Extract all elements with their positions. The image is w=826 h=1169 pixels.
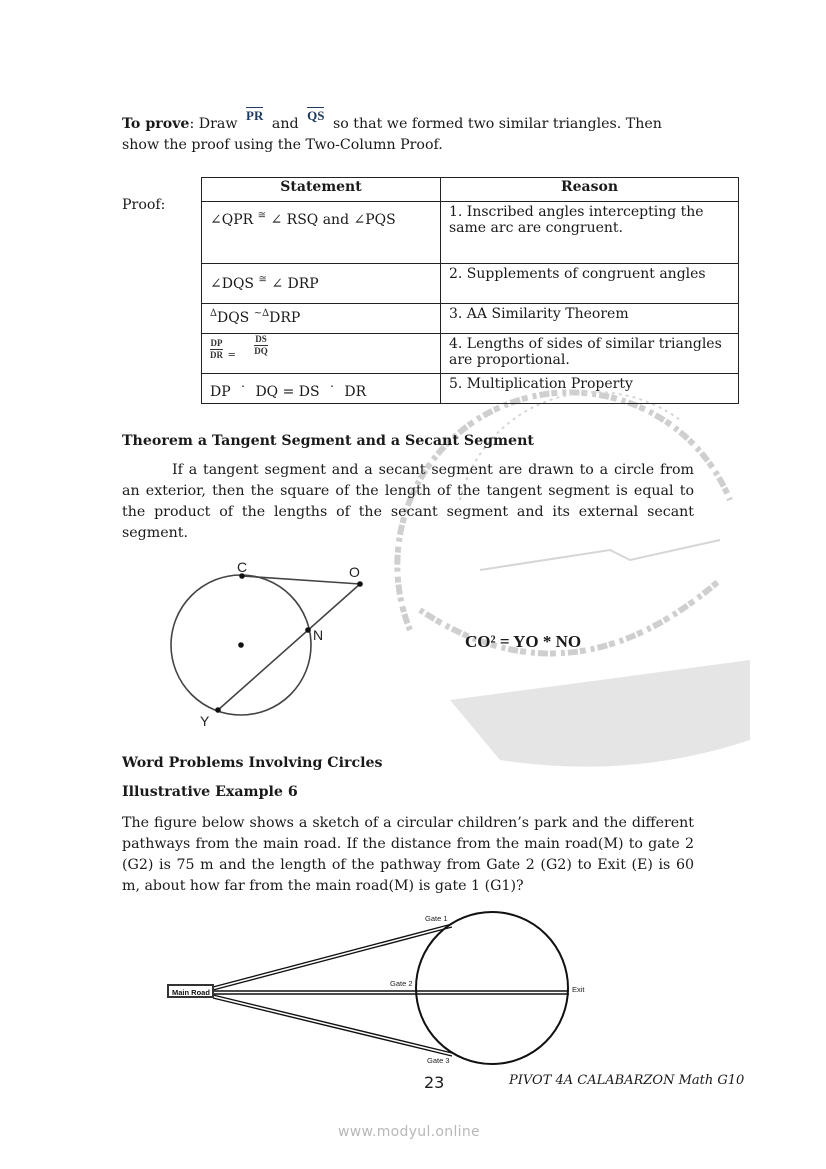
congruent-icon: ≅ (257, 210, 267, 221)
point-y (215, 707, 221, 713)
statement-cell (202, 202, 441, 264)
reason-cell: 2. Supplements of congruent angles (441, 264, 739, 304)
label-gate-2: Gate 2 (390, 979, 413, 988)
tangent-segment (242, 576, 360, 584)
statement-part: ∠ RSQ and ∠PQS (270, 212, 396, 228)
reason-cell: 3. AA Similarity Theorem (441, 304, 739, 334)
fraction-dp-dr (210, 338, 223, 361)
statement-part: ∠QPR (210, 212, 254, 228)
label-gate-3: Gate 3 (427, 1056, 450, 1065)
label-main-road: Main Road (172, 988, 210, 997)
statement-cell: DP ˙ DQ = DS ˙ DR (202, 374, 441, 404)
label-y: Y (200, 713, 210, 729)
label-o: O (349, 564, 360, 580)
theorem-title: Theorem a Tangent Segment and a Secant Segment (122, 433, 534, 449)
to-prove-text: : Draw (189, 116, 238, 132)
numerator: DS (255, 334, 267, 344)
reason-cell: 5. Multiplication Property (441, 374, 739, 404)
statement-cell (202, 304, 441, 334)
site-watermark: www.modyul.online (338, 1124, 480, 1140)
theorem-body (122, 460, 694, 544)
header-reason: Reason (441, 178, 739, 202)
page-number: 23 (424, 1073, 445, 1092)
statement-part: ∠DQS (210, 276, 255, 292)
segment-pr: PR (246, 108, 264, 123)
fraction-ds-dq (254, 334, 268, 357)
label-c: C (237, 559, 248, 575)
to-prove-paragraph (122, 108, 702, 156)
reason-cell: 4. Lengths of sides of similar triangles are proportional. (441, 334, 739, 374)
denominator: DQ (254, 346, 268, 356)
label-exit: Exit (572, 985, 585, 994)
example-title: Illustrative Example 6 (122, 784, 298, 800)
table-header-row (202, 178, 739, 202)
segment-qs: QS (307, 108, 325, 123)
to-prove-label: To prove (122, 116, 190, 132)
statement-part: ∠ DRP (271, 276, 319, 292)
point-o (357, 581, 363, 587)
congruent-icon: ≅ (258, 274, 267, 285)
header-statement: Statement (202, 178, 441, 202)
similar-triangle-icon: ~∆ (253, 308, 270, 319)
reason-cell: 1. Inscribed angles intercepting the same arc are congruent. (441, 202, 739, 264)
numerator: DP (210, 338, 223, 348)
point-n (305, 627, 311, 633)
to-prove-and: and (271, 116, 299, 132)
statement-part: DQS (216, 310, 250, 326)
triangle-icon: ∆ (210, 308, 217, 319)
table-row (202, 304, 739, 334)
table-row (202, 202, 739, 264)
statement-cell (202, 264, 441, 304)
statement-part: DRP (269, 310, 301, 326)
tangent-secant-figure (160, 555, 380, 735)
footer-title: PIVOT 4A CALABARZON Math G10 (509, 1073, 745, 1088)
statement-cell (202, 334, 441, 374)
table-row (202, 374, 739, 404)
park-circle (416, 912, 568, 1064)
proof-label: Proof: (122, 197, 166, 213)
equals-sign: = (227, 350, 236, 361)
two-column-proof-table (201, 177, 739, 404)
center-point (238, 642, 244, 648)
park-figure (160, 905, 610, 1075)
to-prove-rest: so that we formed two similar triangles. Then show the proof using the Two-Column Proof. (122, 116, 662, 153)
label-n: N (313, 627, 324, 643)
table-row (202, 334, 739, 374)
denominator: DR (210, 350, 223, 360)
theorem-text: If a tangent segment and a secant segment are drawn to a circle from an exterior, then the square of the length of the tangent segment is equal to the product of the lengths of the secant segment and its external secant segment. (122, 462, 694, 541)
section-title: Word Problems Involving Circles (122, 755, 383, 771)
label-gate-1: Gate 1 (425, 914, 448, 923)
path-gate-3 (213, 995, 452, 1053)
tangent-secant-formula: CO² = YO * NO (465, 632, 582, 651)
example-body: The figure below shows a sketch of a circular children’s park and the different pathways from the main road. If the distance from the main road(M) to gate 2 (G2) is 75 m and the length of the pathway from Gate 2 (G2) to Exit (E) is 60 m, about how far from the main road(M) is gate 1 (G1)? (122, 815, 694, 894)
table-row (202, 264, 739, 304)
